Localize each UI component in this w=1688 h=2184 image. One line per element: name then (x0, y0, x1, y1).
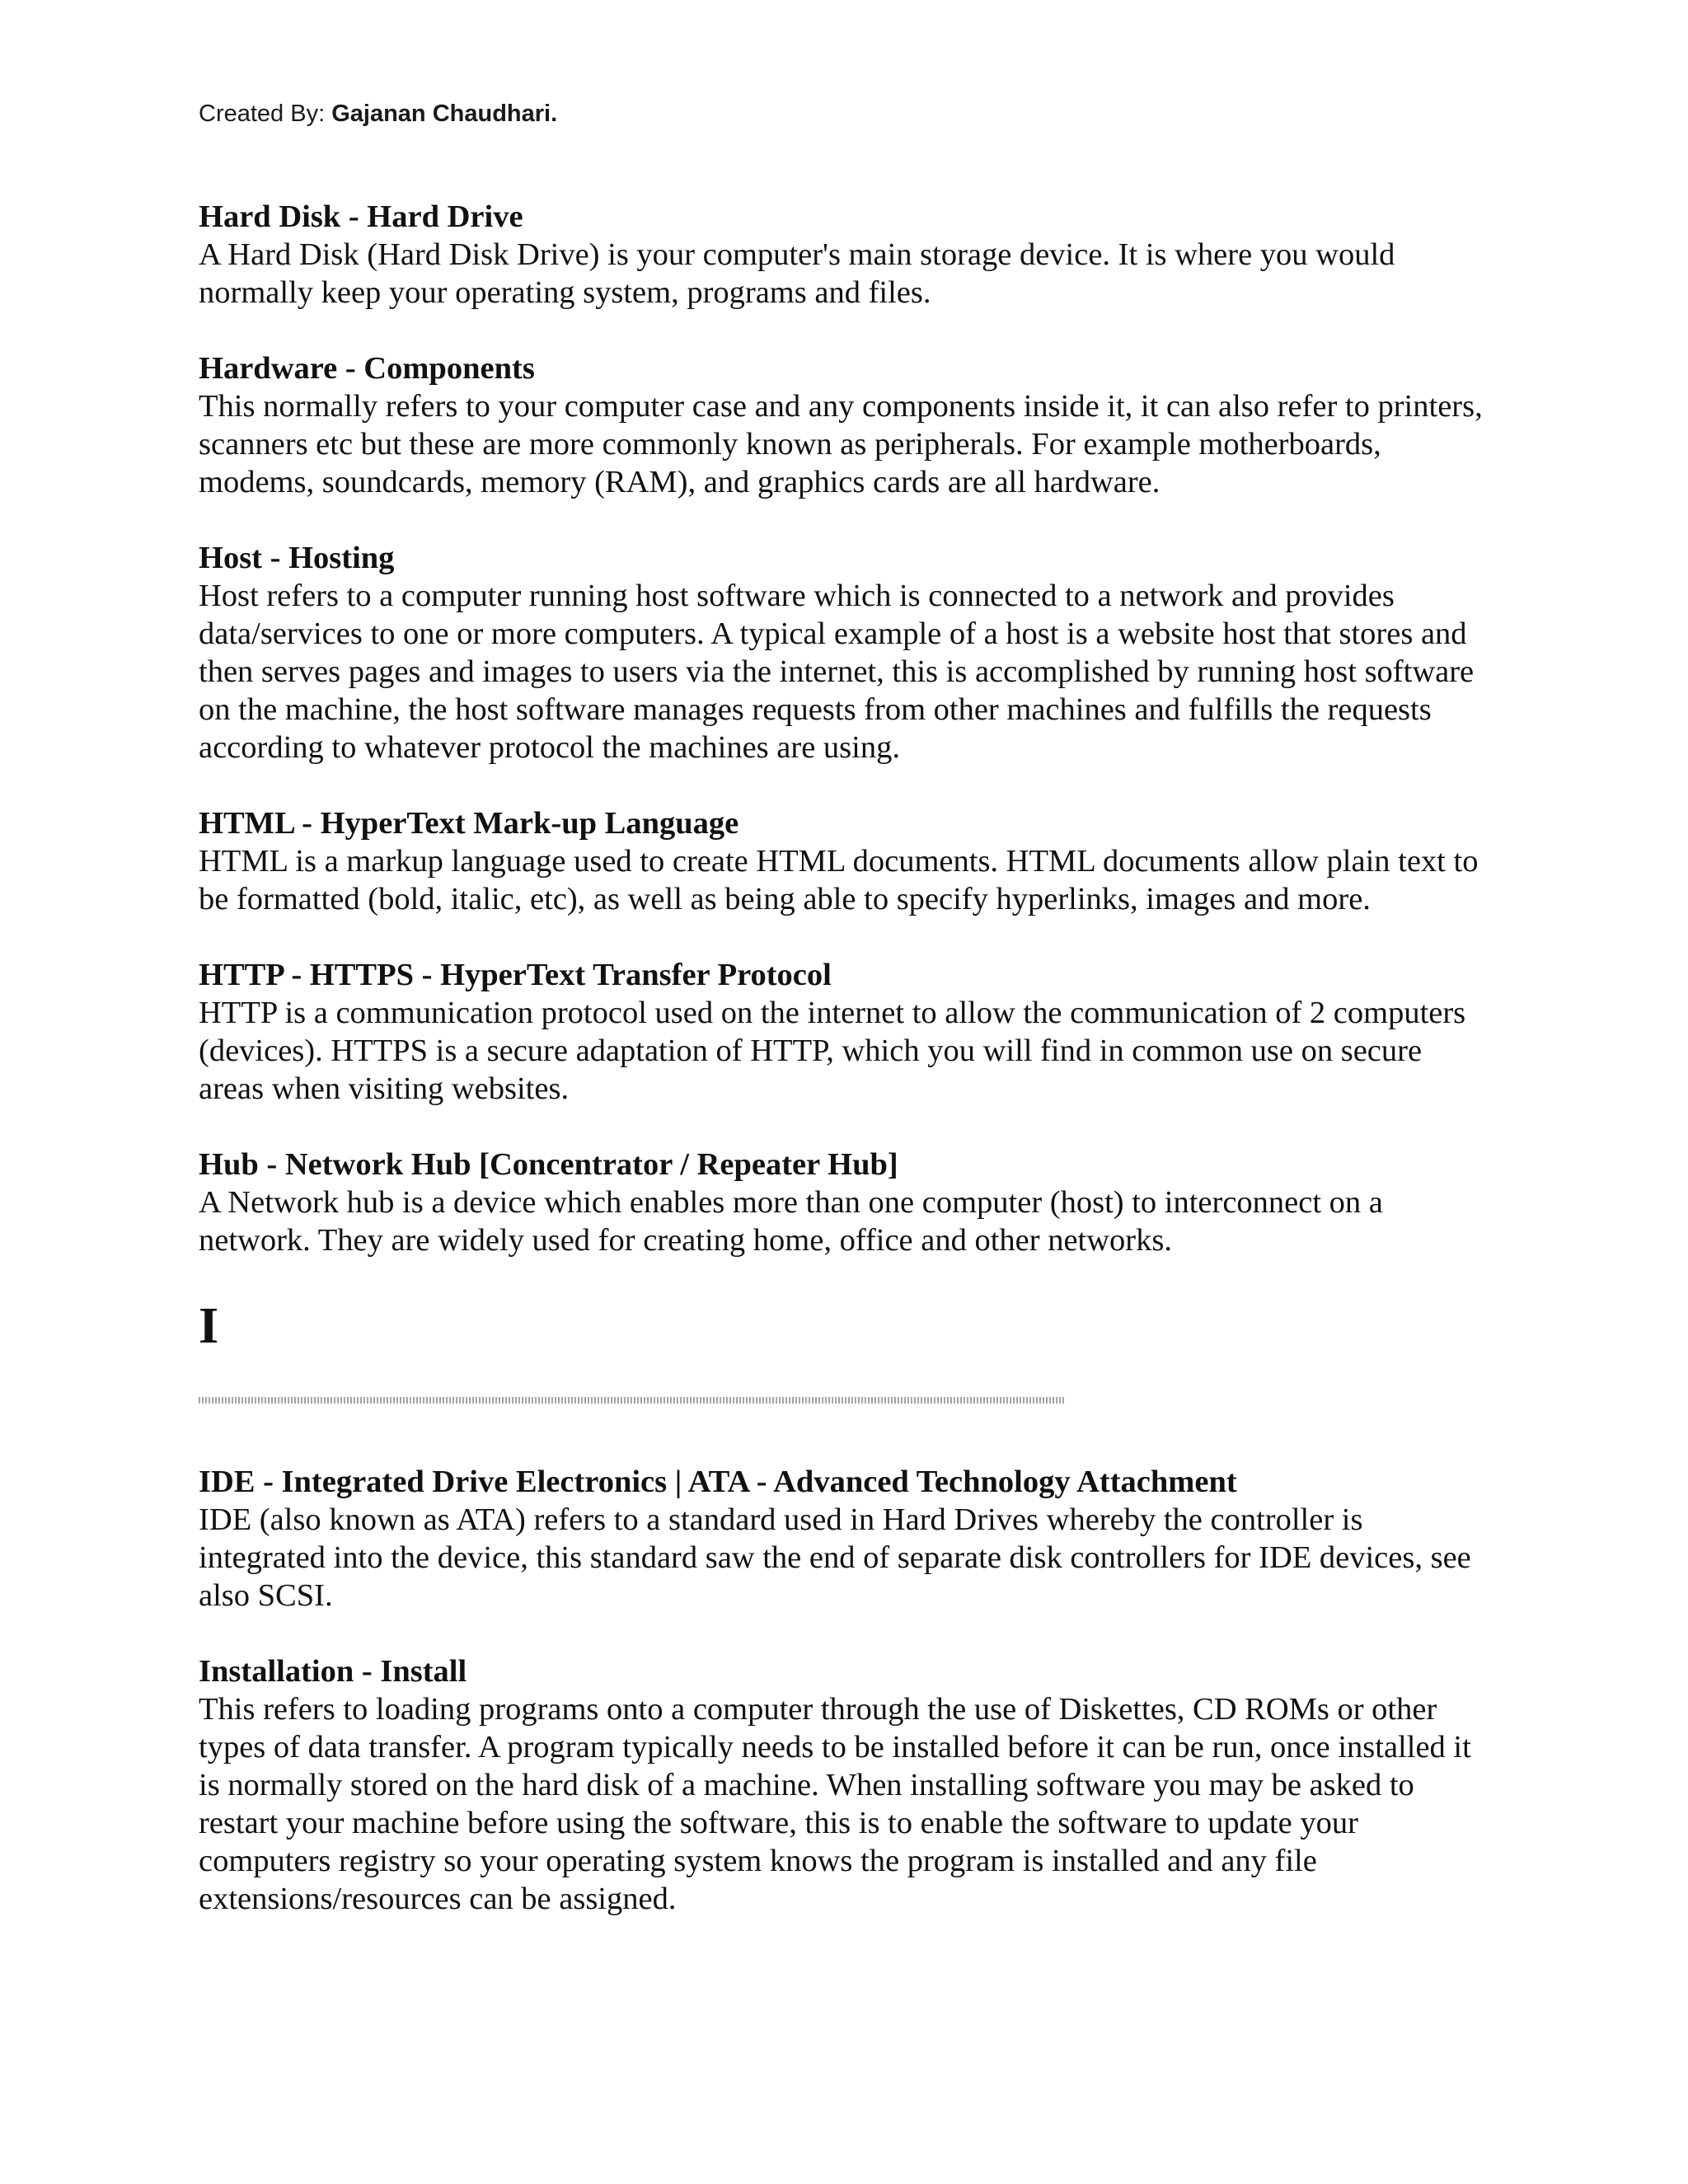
glossary-entry (199, 1146, 1484, 1259)
glossary-entry (199, 198, 1484, 312)
entry-body: This refers to loading programs onto a computer through the use of Diskettes, CD ROMs or other types of data transfer. A program typically needs to be installed before it can be run, once installed it is normally stored on the hard disk of a machine. When installing software you may be asked to restart your machine before using the software, this is to enable the software to update your computers registry so your operating system knows the program is installed and any file extensions/resources can be assigned. (199, 1692, 1471, 1916)
section-letter-heading: I (199, 1298, 219, 1354)
glossary-entries (199, 198, 1484, 1918)
entry-body: A Hard Disk (Hard Disk Drive) is your computer's main storage device. It is where you would normally keep your operating system, programs and files. (199, 237, 1395, 310)
entry-body: This normally refers to your computer case and any components inside it, it can also refer to printers, scanners etc but these are more commonly known as peripherals. For example motherboards, modems, soundcards, memory (RAM), and graphics cards are all hardware. (199, 389, 1483, 499)
entry-title: Hard Disk - Hard Drive (199, 199, 523, 234)
entry-body: Host refers to a computer running host software which is connected to a network and provides data/services to one or more computers. A typical example of a host is a website host that stores and then serves pages and images to users via the internet, this is accomplished by running host software on the machine, the host software manages requests from other machines and fulfills the requests according to whatever protocol the machines are using. (199, 579, 1475, 765)
created-by-label: Created By: (199, 101, 326, 127)
entry-title: Host - Hosting (199, 541, 395, 575)
glossary-entry (199, 349, 1484, 501)
entry-title: Hub - Network Hub [Concentrator / Repeater Hub] (199, 1147, 898, 1182)
author-name: Gajanan Chaudhari. (331, 101, 558, 127)
dotted-divider (199, 1397, 1064, 1404)
glossary-entry (199, 539, 1484, 766)
entry-title: Installation - Install (199, 1654, 467, 1689)
entry-title: Hardware - Components (199, 351, 535, 386)
entry-body: HTTP is a communication protocol used on the internet to allow the communication of 2 computers (devices). HTTPS is a secure adaptation of HTTP, which you will find in common use on secure areas when visiting websites. (199, 996, 1466, 1106)
entry-body: A Network hub is a device which enables more than one computer (host) to interconnect on a network. They are widely used for creating home, office and other networks. (199, 1185, 1383, 1258)
glossary-entry (199, 1463, 1484, 1615)
entry-title: IDE - Integrated Drive Electronics | ATA - Advanced Technology Attachment (199, 1465, 1237, 1499)
entry-body: HTML is a markup language used to create HTML documents. HTML documents allow plain text to be formatted (bold, italic, etc), as well as being able to specify hyperlinks, images and more. (199, 844, 1479, 916)
entry-title: HTML - HyperText Mark-up Language (199, 806, 739, 841)
glossary-entry (199, 804, 1484, 918)
created-by-line (199, 101, 557, 128)
glossary-entry (199, 956, 1484, 1108)
entry-title: HTTP - HTTPS - HyperText Transfer Protocol (199, 958, 832, 992)
glossary-entry (199, 1652, 1484, 1918)
entry-body: IDE (also known as ATA) refers to a standard used in Hard Drives whereby the controller is integrated into the device, this standard saw the end of separate disk controllers for IDE devices, see also SCSI. (199, 1502, 1471, 1613)
